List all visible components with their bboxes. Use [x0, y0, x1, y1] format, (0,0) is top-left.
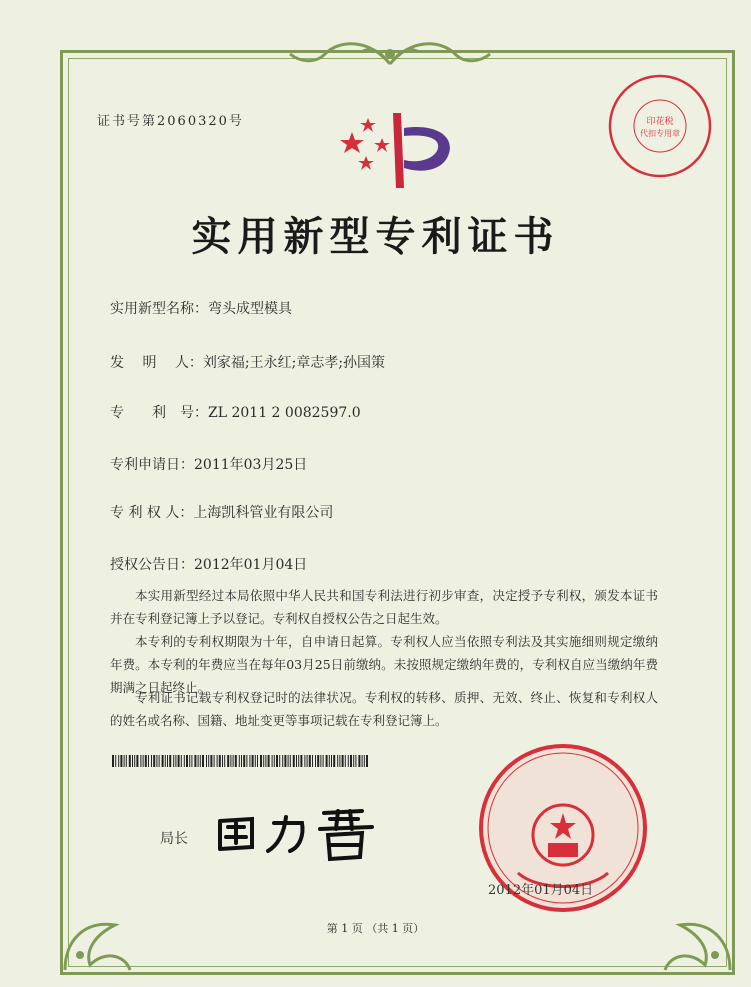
page-footer: 第 1 页 （共 1 页）: [326, 922, 425, 935]
barcode-bar: [364, 755, 365, 767]
field-label: 专 利 权 人：: [110, 505, 194, 521]
barcode-bar: [169, 755, 171, 767]
barcode-bar: [252, 755, 254, 767]
field-patent-number: [110, 402, 361, 422]
field-value: 上海凯科管业有限公司: [193, 505, 334, 521]
barcode-bar: [202, 755, 204, 767]
field-label: 专 利 号：: [110, 405, 208, 421]
barcode-bar: [145, 755, 147, 767]
field-value: ZL 2011 2 0082597.0: [208, 405, 361, 421]
barcode-bar: [345, 755, 346, 767]
barcode-bar: [151, 755, 152, 767]
barcode-bar: [162, 755, 164, 767]
field-value: 2011年03月25日: [194, 457, 308, 473]
certificate-number: 证书号第2060320号: [97, 114, 244, 129]
barcode-bar: [320, 755, 321, 767]
barcode-bar: [224, 755, 225, 767]
barcode-bar: [156, 755, 157, 767]
barcode-bar: [241, 755, 242, 767]
barcode-bar: [112, 755, 114, 767]
field-grant-date: [110, 554, 307, 574]
barcode-bar: [206, 755, 207, 767]
field-utility-model-name: [110, 298, 292, 318]
barcode-bar: [129, 755, 131, 767]
barcode-bar: [337, 755, 338, 767]
barcode-bar: [293, 755, 295, 767]
barcode-bar: [120, 755, 122, 767]
barcode-bar: [181, 755, 182, 767]
barcode-bar: [263, 755, 264, 767]
field-inventors: [110, 352, 385, 372]
barcode-bar: [118, 755, 119, 767]
top-ornament: [270, 34, 510, 74]
barcode-bar: [214, 755, 215, 767]
barcode-bar: [304, 755, 305, 767]
barcode-bar: [165, 755, 166, 767]
barcode-bar: [140, 755, 141, 767]
barcode-bar: [191, 755, 192, 767]
barcode-bar: [265, 755, 266, 767]
barcode-bar: [296, 755, 297, 767]
barcode-bar: [323, 755, 324, 767]
barcode: [112, 755, 369, 767]
barcode-bar: [115, 755, 116, 767]
barcode-bar: [243, 755, 245, 767]
barcode-bar: [189, 755, 190, 767]
barcode-bar: [279, 755, 280, 767]
barcode-bar: [290, 755, 291, 767]
barcode-bar: [329, 755, 330, 767]
barcode-bar: [186, 755, 188, 767]
barcode-bar: [159, 755, 160, 767]
director-signature: [212, 803, 392, 863]
svg-text:代扣专用章: 代扣专用章: [640, 129, 680, 138]
barcode-bar: [124, 755, 125, 767]
certificate-title: 实用新型专利证书: [191, 214, 560, 260]
barcode-bar: [136, 755, 138, 767]
barcode-bar: [235, 755, 237, 767]
barcode-bar: [200, 755, 201, 767]
barcode-bar: [246, 755, 247, 767]
barcode-bar: [257, 755, 258, 767]
seal-date: 2012年01月04日: [488, 883, 594, 898]
barcode-bar: [260, 755, 262, 767]
barcode-bar: [326, 755, 328, 767]
barcode-bar: [208, 755, 209, 767]
barcode-bar: [355, 755, 356, 767]
barcode-bar: [184, 755, 185, 767]
barcode-bar: [210, 755, 212, 767]
barcode-bar: [366, 755, 368, 767]
barcode-bar: [134, 755, 135, 767]
barcode-bar: [217, 755, 218, 767]
barcode-bar: [274, 755, 275, 767]
barcode-bar: [132, 755, 133, 767]
barcode-bar: [239, 755, 240, 767]
paragraph-grant: 本实用新型经过本局依照中华人民共和国专利法进行初步审查，决定授予专利权，颁发本证书并在专利登记簿上予以登记。专利权自授权公告之日起生效。: [110, 588, 658, 626]
barcode-bar: [167, 755, 168, 767]
barcode-bar: [284, 755, 286, 767]
barcode-bar: [175, 755, 176, 767]
barcode-bar: [143, 755, 144, 767]
barcode-bar: [230, 755, 231, 767]
barcode-bar: [173, 755, 174, 767]
field-label: 授权公告日：: [110, 557, 194, 573]
field-value: 2012年01月04日: [194, 557, 308, 573]
patent-office-logo: [338, 108, 458, 190]
svg-text:印花税: 印花税: [646, 117, 674, 127]
field-label: 发 明 人：: [110, 355, 203, 371]
barcode-bar: [249, 755, 250, 767]
barcode-bar: [312, 755, 313, 767]
barcode-bar: [153, 755, 155, 767]
barcode-bar: [331, 755, 332, 767]
barcode-bar: [348, 755, 349, 767]
paragraph-term: 本专利的专利权期限为十年，自申请日起算。专利权人应当依照专利法及其实施细则规定缴纳年费。本专利的年费应当在每年03月25日前缴纳。未按照规定缴纳年费的，专利权自应当缴纳年费期满之日起终止。: [110, 634, 658, 695]
barcode-bar: [222, 755, 223, 767]
barcode-bar: [126, 755, 127, 767]
barcode-bar: [148, 755, 149, 767]
barcode-bar: [233, 755, 234, 767]
field-patentee: [110, 502, 333, 522]
field-application-date: [110, 454, 307, 474]
field-value: 刘家福;王永红;章志孝;孙国策: [202, 355, 386, 371]
barcode-bar: [317, 755, 319, 767]
barcode-bar: [272, 755, 273, 767]
barcode-bar: [315, 755, 316, 767]
field-label: 实用新型名称：: [110, 301, 208, 317]
field-value: 弯头成型模具: [208, 301, 292, 317]
paragraph-legal-status: 专利证书记载专利权登记时的法律状况。专利权的转移、质押、无效、终止、恢复和专利权人的姓名或名称、国籍、地址变更等事项记载在专利登记簿上。: [110, 690, 658, 728]
barcode-bar: [282, 755, 283, 767]
barcode-bar: [194, 755, 196, 767]
barcode-bar: [178, 755, 180, 767]
barcode-bar: [268, 755, 270, 767]
tax-stamp-seal: [606, 72, 714, 180]
barcode-bar: [342, 755, 344, 767]
barcode-bar: [333, 755, 335, 767]
barcode-bar: [288, 755, 289, 767]
barcode-bar: [298, 755, 299, 767]
barcode-bar: [198, 755, 199, 767]
barcode-bar: [255, 755, 256, 767]
barcode-bar: [276, 755, 278, 767]
barcode-bar: [307, 755, 308, 767]
barcode-bar: [339, 755, 340, 767]
barcode-bar: [227, 755, 229, 767]
barcode-bar: [309, 755, 311, 767]
barcode-bar: [219, 755, 221, 767]
barcode-bar: [358, 755, 360, 767]
barcode-bar: [300, 755, 302, 767]
director-label: 局长: [160, 831, 188, 847]
barcode-bar: [353, 755, 354, 767]
field-label: 专利申请日：: [110, 457, 194, 473]
barcode-bar: [362, 755, 363, 767]
barcode-bar: [350, 755, 352, 767]
